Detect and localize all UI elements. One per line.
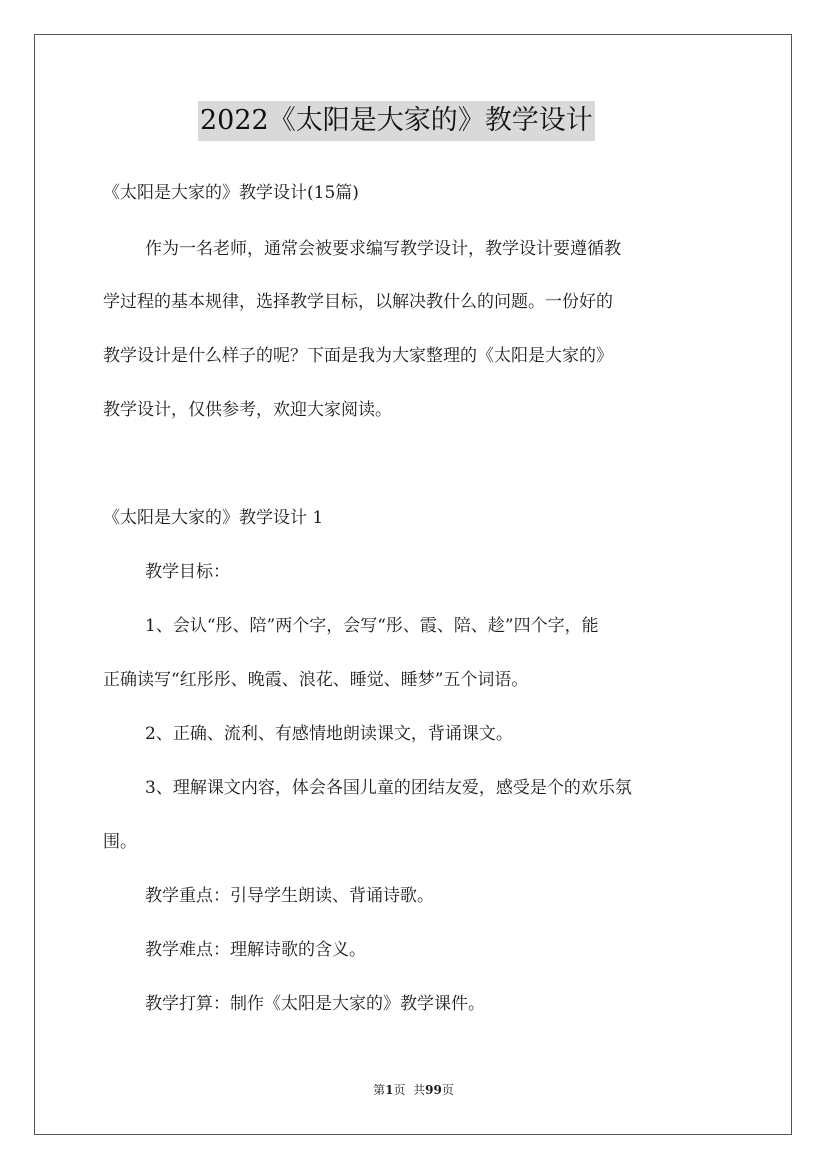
preparation: 教学打算：制作《太阳是大家的》教学课件。 (145, 994, 485, 1014)
goals-label: 教学目标： (145, 562, 230, 582)
document-title: 2022《太阳是大家的》教学设计 (198, 101, 595, 141)
footer-page-suffix: 页 (441, 1083, 454, 1097)
intro-line-4: 教学设计，仅供参考，欢迎大家阅读。 (103, 400, 392, 420)
intro-line-2: 学过程的基本规律，选择教学目标，以解决教什么的问题。一份好的 (103, 292, 613, 312)
page-footer (0, 1082, 827, 1098)
footer-total-pages: 99 (425, 1083, 442, 1097)
goal-3-line-1: 3、理解课文内容，体会各国儿童的团结友爱，感受是个的欢乐氛 (145, 778, 632, 798)
difficulty: 教学难点：理解诗歌的含义。 (145, 940, 366, 960)
key-point: 教学重点：引导学生朗读、背诵诗歌。 (145, 886, 434, 906)
intro-line-1: 作为一名老师，通常会被要求编写教学设计，教学设计要遵循教 (145, 239, 621, 259)
goal-2: 2、正确、流利、有感情地朗读课文，背诵课文。 (145, 724, 513, 744)
document-subtitle: 《太阳是大家的》教学设计(15篇) (103, 183, 359, 203)
goal-3-line-2: 围。 (103, 832, 137, 852)
footer-page-mid: 页 共 (393, 1083, 426, 1097)
section-heading: 《太阳是大家的》教学设计 1 (103, 508, 324, 528)
goal-1-line-1: 1、会认“彤、陪”两个字，会写“彤、霞、陪、趁”四个字，能 (145, 616, 599, 636)
intro-line-3: 教学设计是什么样子的呢？下面是我为大家整理的《太阳是大家的》 (103, 346, 613, 366)
goal-1-line-2: 正确读写“红彤彤、晚霞、浪花、睡觉、睡梦”五个词语。 (103, 670, 529, 690)
footer-page-number: 1 (385, 1083, 394, 1097)
footer-page-prefix: 第 (373, 1083, 386, 1097)
